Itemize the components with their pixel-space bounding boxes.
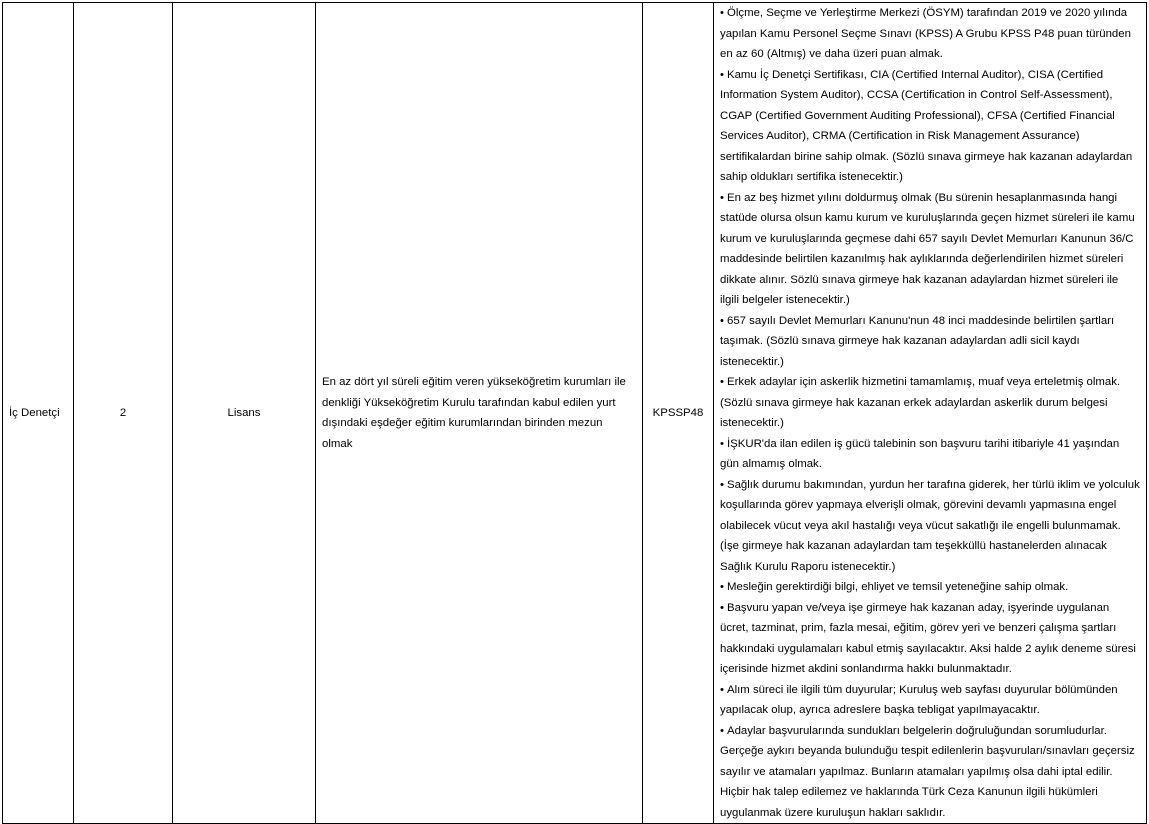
requirement-text: Alım süreci ile ilgili tüm duyurular; Kuruluş web sayfası duyurular bölümünden yapılacak olup, ayrıca adreslere başka tebligat yapılmayacaktır. [720, 683, 1118, 716]
requirements-cell [714, 3, 1147, 824]
bullet-icon: • [720, 68, 724, 81]
position-title-cell: İç Denetçi [3, 3, 74, 824]
education-requirement-cell: En az dört yıl süreli eğitim veren yükseköğretim kurumları ile denkliği Yükseköğretim Kurulu tarafından kabul edilen yurt dışındaki eşdeğer eğitim kurumlarından birinden mezun olmak [316, 3, 643, 824]
requirement-item [720, 475, 1140, 578]
requirement-item [720, 721, 1140, 824]
requirement-item [720, 577, 1140, 598]
requirement-item [720, 3, 1140, 65]
bullet-icon: • [720, 724, 724, 737]
requirement-text: En az beş hizmet yılını doldurmuş olmak (Bu sürenin hesaplanmasında hangi statüde olursa olsun kamu kurum ve kuruluşlarında geçen hizmet süreleri ile kamu kurum ve kuruluşlarında geçmese dahi 657 sayılı Devlet Memurları Kanunun 36/C maddesinde belirtilen kazanılmış hak aylıklarında değerlendirilen hizmet süreleri dikkate alınır. Sözlü sınava girmeye hak kazanan adaylardan hizmet süreleri ile ilgili belgeler istenecektir.) [720, 191, 1135, 306]
requirement-text: Başvuru yapan ve/veya işe girmeye hak kazanan aday, işyerinde uygulanan ücret, tazminat, prim, fazla mesai, eğitim, görev yeri ve benzeri çalışma şartları hakkındaki uygulamaları kabul etmiş sayılacaktır. Aksi halde 2 aylık deneme süresi içerisinde hizmet akdini sonlandırma hakkı bulunmaktadır. [720, 601, 1136, 675]
requirement-text: Erkek adaylar için askerlik hizmetini tamamlamış, muaf veya erteletmiş olmak. (Sözlü sınava girmeye hak kazanan erkek adaylardan askerlik durum belgesi istenecektir.) [720, 376, 1121, 429]
bullet-icon: • [720, 314, 724, 327]
requirement-text: Mesleğin gerektirdiği bilgi, ehliyet ve temsil yeteneğine sahip olmak. [727, 581, 1069, 593]
table-row [3, 3, 1147, 824]
job-requirements-table [2, 2, 1147, 824]
bullet-icon: • [720, 683, 724, 696]
requirement-text: 657 sayılı Devlet Memurları Kanunu'nun 48 inci maddesinde belirtilen şartları taşımak. (Sözlü sınava girmeye hak kazanan adaylardan adli sicil kaydı istenecektir.) [720, 314, 1115, 368]
bullet-icon: • [720, 581, 724, 593]
bullet-icon: • [720, 191, 724, 204]
requirement-item [720, 188, 1140, 311]
requirement-item [720, 680, 1140, 721]
position-count-cell: 2 [74, 3, 173, 824]
bullet-icon: • [720, 601, 724, 614]
requirement-item [720, 434, 1140, 475]
requirement-item [720, 598, 1140, 680]
requirement-text: Ölçme, Seçme ve Yerleştirme Merkezi (ÖSYM) tarafından 2019 ve 2020 yılında yapılan Kamu Personel Seçme Sınavı (KPSS) A Grubu KPSS P48 puan türünden en az 60 (Altmış) ve daha üzeri puan almak. [720, 7, 1131, 60]
bullet-icon: • [720, 7, 724, 19]
requirement-item [720, 372, 1140, 434]
exam-code-cell: KPSSP48 [643, 3, 714, 824]
requirement-text: Adaylar başvurularında sundukları belgelerin doğruluğundan sorumludurlar. Gerçeğe aykırı beyanda bulunduğu tespit edilenlerin başvuruları/sınavları geçersiz sayılır ve atamaları yapılmaz. Bunların atamaları yapılmış olsa dahi iptal edilir. Hiçbir hak talep edilemez ve haklarında Türk Ceza Kanunun ilgili hükümleri uygulanmak üzere kuruluşun hakları saklıdır. [720, 724, 1135, 819]
bullet-icon: • [720, 437, 724, 450]
bullet-icon: • [720, 376, 724, 388]
requirement-text: Kamu İç Denetçi Sertifikası, CIA (Certified Internal Auditor), CISA (Certified Information System Auditor), CCSA (Certification in Control Self-Assessment), CGAP (Certified Government Auditing Professional), CFSA (Certified Financial Services Auditor), CRMA (Certification in Risk Management Assurance) sertifikalardan birine sahip olmak. (Sözlü sınava girmeye hak kazanan adaylardan sahip oldukları sertifika istenecektir.) [720, 68, 1133, 183]
education-level-cell: Lisans [173, 3, 316, 824]
requirement-item [720, 311, 1140, 373]
requirement-text: İŞKUR'da ilan edilen iş gücü talebinin son başvuru tarihi itibariyle 41 yaşından gün almamış olmak. [720, 437, 1120, 470]
bullet-icon: • [720, 478, 724, 491]
requirement-text: Sağlık durumu bakımından, yurdun her tarafına giderek, her türlü iklim ve yolculuk koşullarında görev yapmaya elverişli olmak, görevini devamlı yapmasına engel olabilecek vücut veya akıl hastalığı veya vücut sakatlığı ile engelli bulunmamak. (İşe girmeye hak kazanan adaylardan tam teşekküllü hastanelerden alınacak Sağlık Kurulu Raporu istenecektir.) [720, 478, 1140, 573]
requirement-item [720, 65, 1140, 188]
